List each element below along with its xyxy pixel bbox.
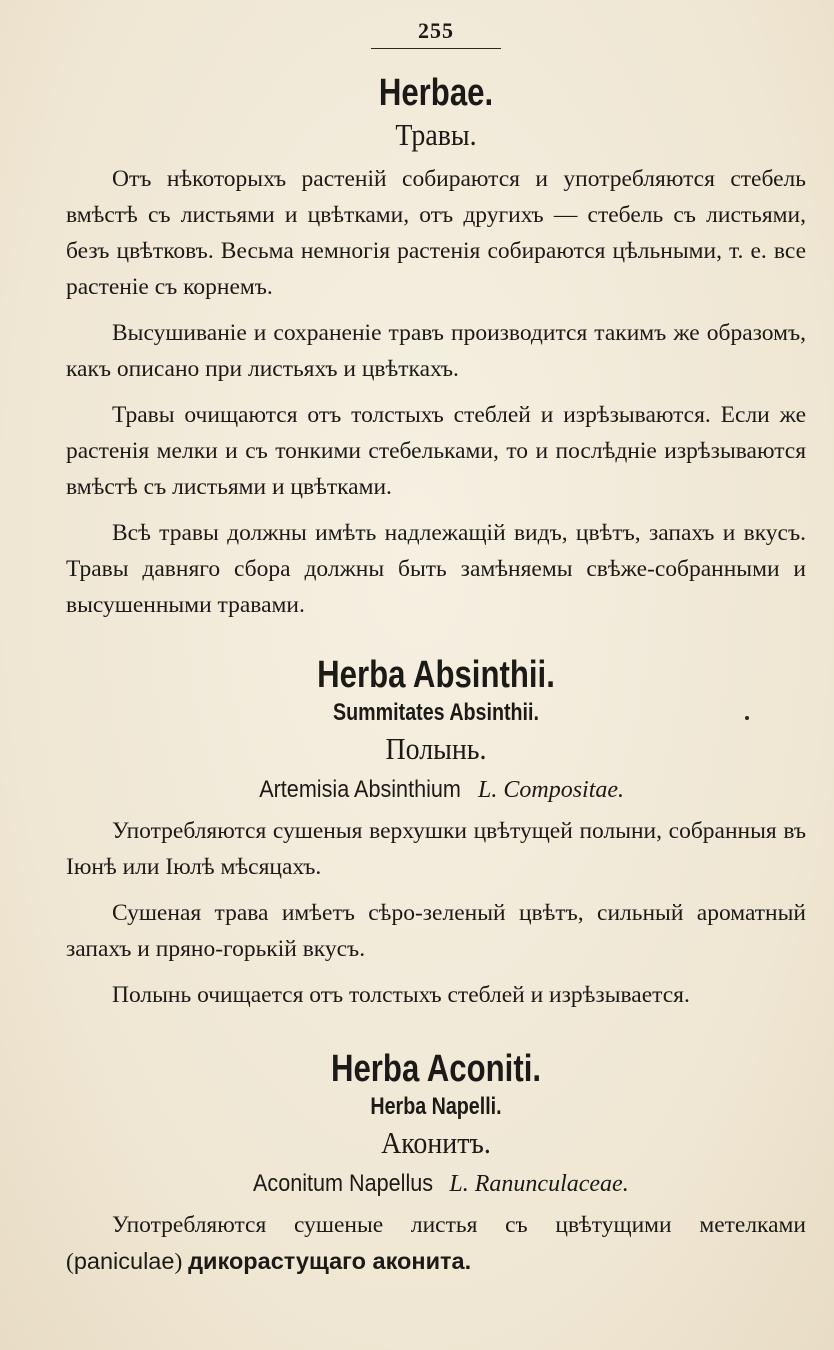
book-page (66, 18, 806, 1280)
paragraph (66, 1207, 806, 1280)
aconiti-author-family: L. Ranunculaceae. (449, 1171, 629, 1197)
section-intro (66, 161, 806, 623)
aconiti-text-bold: дикорастущаго аконита. (188, 1248, 472, 1274)
absinthii-title: Herba Absinthii. (317, 654, 555, 696)
ink-speck (745, 716, 749, 720)
section-title-russian: Травы. (395, 117, 477, 152)
paragraph: Сушеная трава имѣетъ сѣро-зеленый цвѣтъ, сильный ароматный запахъ и пряно-горькій вкусъ. (66, 900, 806, 962)
aconiti-text-mid: ) (174, 1249, 189, 1275)
paragraph: Высушиваніе и сохраненіе травъ производится такимъ же образомъ, какъ описано при листьяхъ и цвѣткахъ. (66, 320, 806, 382)
paragraph: Всѣ травы должны имѣть надлежащій видъ, цвѣтъ, запахъ и вкусъ. Травы давняго сбора должны быть замѣняемы свѣже-собранными и высушенными травами. (66, 520, 806, 618)
paragraph: Травы очищаются отъ толстыхъ стеблей и изрѣзываются. Если же растенія мелки и съ тонкими стебельками, то и послѣдніе изрѣзываются вмѣстѣ съ листьями и цвѣтками. (66, 402, 806, 500)
aconiti-plant-line (66, 1167, 806, 1201)
aconiti-body (66, 1207, 806, 1280)
absinthii-body (66, 813, 806, 1013)
absinthii-title-russian: Полынь. (385, 731, 487, 766)
section-title-latin: Herbae. (378, 72, 494, 114)
aconiti-title-russian: Аконитъ. (381, 1125, 491, 1160)
absinthii-synonym: Summitates Absinthii. (333, 699, 539, 726)
aconiti-text-start: Употребляются сушеные листья съ цвѣтущими метелками ( (66, 1212, 806, 1275)
aconiti-title: Herba Aconiti. (330, 1048, 542, 1090)
aconiti-plant-name: Aconitum Napellus (253, 1170, 434, 1197)
absinthii-plant-line (66, 773, 806, 807)
paragraph: Употребляются сушеныя верхушки цвѣтущей полыни, собранныя въ Іюнѣ или Іюлѣ мѣсяцахъ. (66, 818, 806, 880)
absinthii-author-family: L. Compositae. (478, 777, 625, 803)
absinthii-plant-name: Artemisia Absinthium (259, 776, 461, 803)
paragraph: Отъ нѣкоторыхъ растеній собираются и употребляются стебель вмѣстѣ съ листьями и цвѣтками, отъ другихъ — стебель съ листьями, безъ цвѣтковъ. Весьма немногія растенія собираются цѣльными, т. е. все растеніе съ корнемъ. (66, 166, 806, 300)
aconiti-synonym: Herba Napelli. (370, 1093, 502, 1120)
paragraph: Полынь очищается отъ толстыхъ стеблей и изрѣзывается. (112, 982, 690, 1008)
aconiti-text-latin: paniculae (73, 1248, 175, 1274)
page-number: 255 (371, 18, 501, 49)
